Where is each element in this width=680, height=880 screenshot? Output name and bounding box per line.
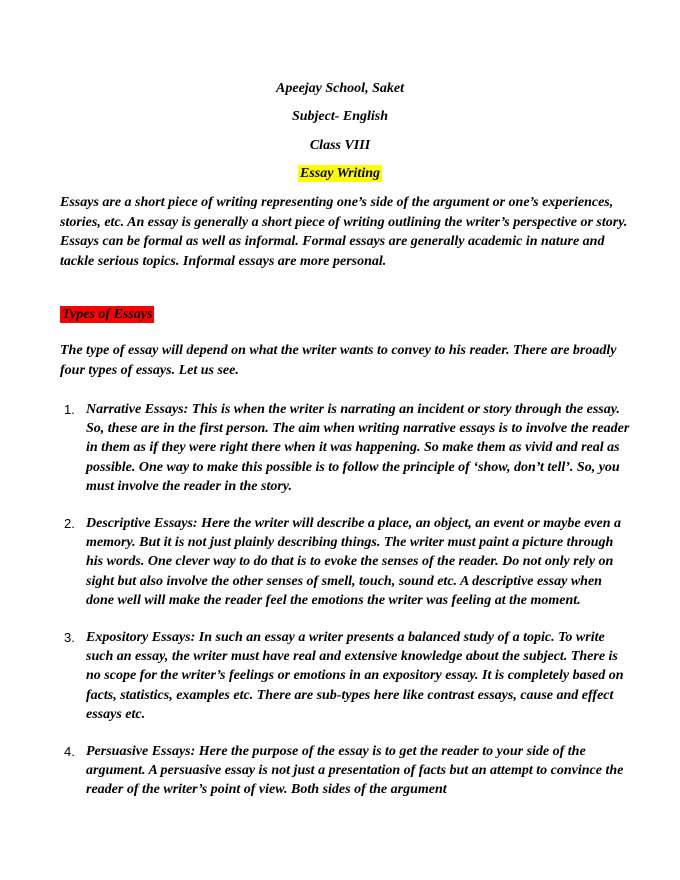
class-line bbox=[0, 137, 680, 155]
school-name bbox=[0, 80, 680, 98]
list-item bbox=[60, 400, 630, 496]
list-item bbox=[60, 628, 630, 724]
list-item-number: 3. bbox=[64, 630, 75, 646]
essay-types-list bbox=[60, 400, 630, 818]
types-lead-paragraph: The type of essay will depend on what the writer wants to convey to his reader. There are broadly four types of essays. Let us see. bbox=[60, 343, 617, 378]
subject-line bbox=[0, 108, 680, 126]
topic-title bbox=[0, 165, 680, 183]
list-item bbox=[60, 514, 630, 610]
types-heading-text: Types of Essays bbox=[62, 307, 153, 322]
subject-text: Subject- English bbox=[291, 109, 389, 124]
list-item-text: Expository Essays: In such an essay a writer presents a balanced study of a topic. To write such an essay, the writer must have real and extensive knowledge about the subject. There is no scope for the writer’s feelings or emotions in an expository essay. It is completely based on facts, statistics, examples etc. There are sub-types here like contrast essays, cause and effect essays etc. bbox=[86, 630, 624, 722]
list-item-number: 1. bbox=[64, 402, 75, 417]
list-item bbox=[60, 742, 630, 800]
list-item-text: Descriptive Essays: Here the writer will describe a place, an object, an event or maybe even a memory. But it is not just plainly describing things. The writer must paint a picture through his words. One clever way to do that is to evoke the senses of the reader. Do not only rely on sight but also involve the other senses of smell, touch, sound etc. A descriptive essay when done well will make the reader feel the emotions the writer was feeling at the moment. bbox=[86, 516, 622, 608]
intro-paragraph: Essays are a short piece of writing representing one’s side of the argument or one’s experiences, stories, etc. An essay is generally a short piece of writing outlining the writer’s perspective or story. Essays can be formal as well as informal. Formal essays are generally academic in nature and tackle serious topics. Informal essays are more personal. bbox=[60, 195, 628, 269]
list-item-number: 4. bbox=[64, 744, 75, 760]
class-text: Class VIII bbox=[309, 138, 371, 153]
list-item-text: Persuasive Essays: Here the purpose of the essay is to get the reader to your side of the argument. A persuasive essay is not just a presentation of facts but an attempt to convince the reader of the writer’s point of view. Both sides of the argument bbox=[86, 744, 624, 798]
topic-title-text: Essay Writing bbox=[299, 166, 380, 181]
school-name-text: Apeejay School, Saket bbox=[276, 81, 404, 96]
types-heading bbox=[60, 306, 154, 324]
list-item-number: 2. bbox=[64, 516, 75, 532]
list-item-text: Narrative Essays: This is when the writer is narrating an incident or story through the essay. So, these are in the first person. The aim when writing narrative essays is to involve the reader in them as if they were right there when it was happening. So make them as vivid and real as possible. One way to make this possible is to follow the principle of ‘show, don’t tell’. So, you must involve the reader in the story. bbox=[86, 402, 630, 494]
